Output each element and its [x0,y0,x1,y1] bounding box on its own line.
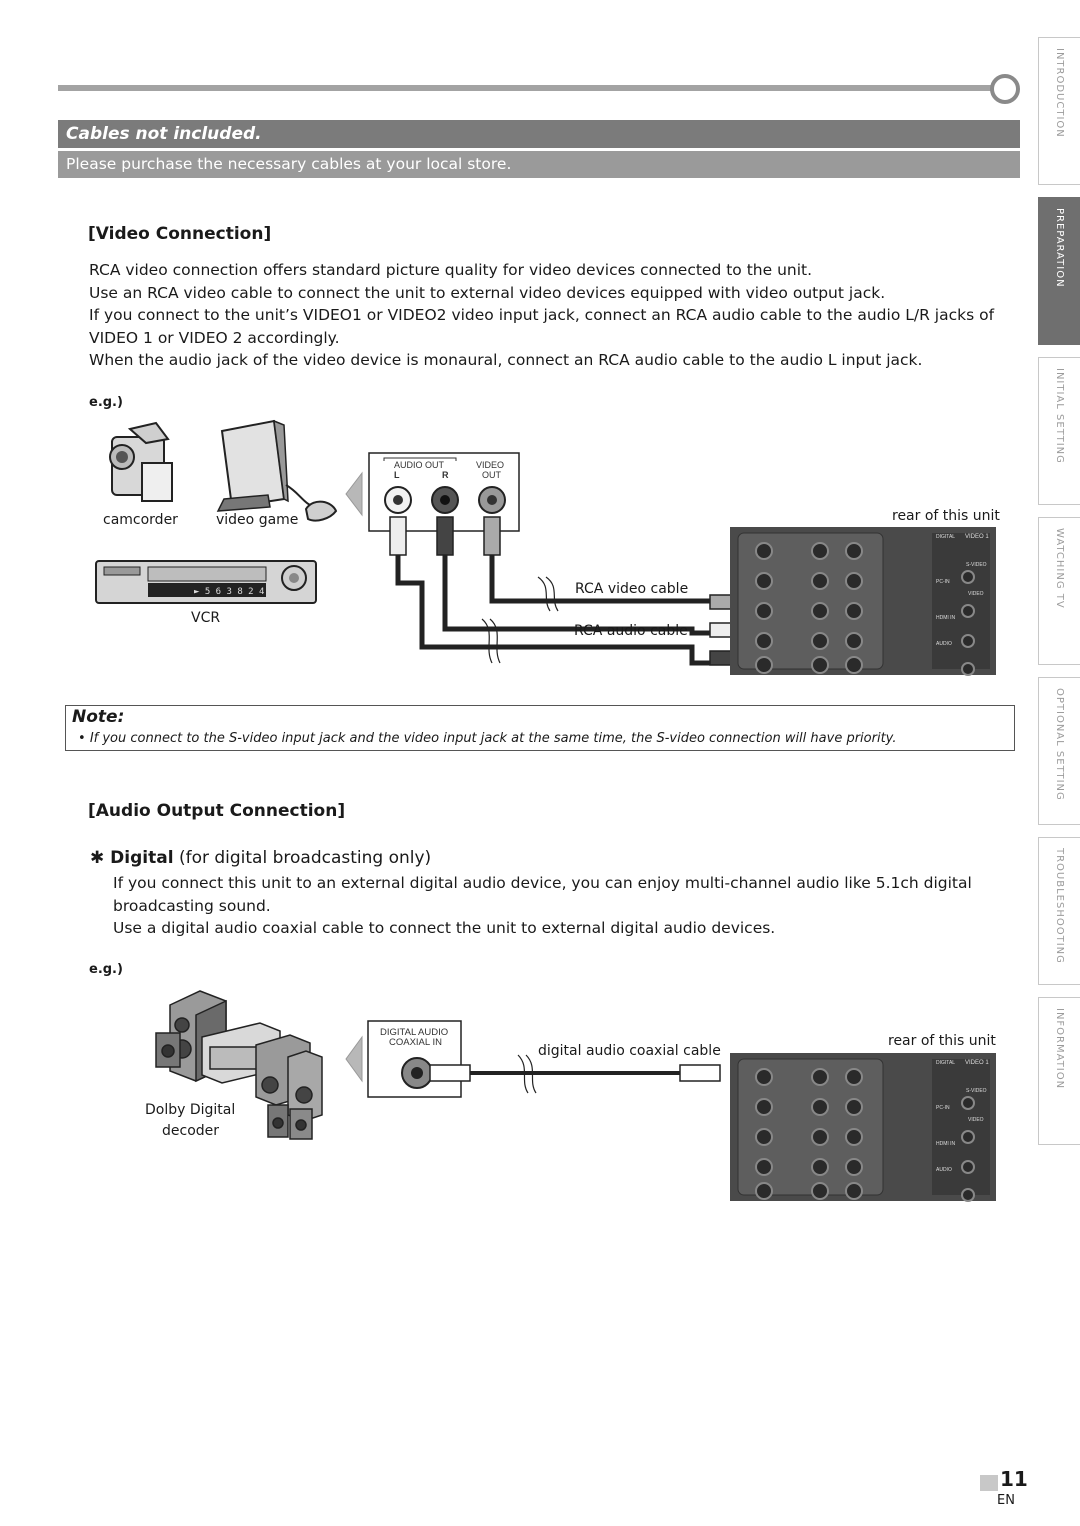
decoder-label-1: Dolby Digital [145,1102,236,1118]
arrow-icon [346,1037,362,1081]
panel-jack [812,633,828,649]
video-paragraph: When the audio jack of the video device is monaural, connect an RCA audio cable to the audio L input jack. [89,351,923,369]
rca-video-cable-label: RCA video cable [575,581,689,597]
tab-introduction[interactable]: INTRODUCTION [1038,37,1080,185]
digital-bold: Digital [110,848,174,868]
panel-jack [756,543,772,559]
cables-banner-title: Cables not included. [58,120,1020,148]
tab-watching-tv[interactable]: WATCHING TV [1038,517,1080,665]
panel-jack [846,1159,862,1175]
panel-jack [846,633,862,649]
camcorder-label: camcorder [103,512,178,528]
eg-label: e.g.) [89,962,123,977]
panel-jack [846,1099,862,1115]
cables-banner-subtitle: Please purchase the necessary cables at your local store. [58,151,1020,178]
digital-rest: (for digital broadcasting only) [173,848,432,868]
audio-r-label: R [442,470,449,480]
panel-jack [962,1097,974,1109]
language-label: EN [997,1493,1015,1508]
tab-information[interactable]: INFORMATION [1038,997,1080,1145]
vcr-label: VCR [191,610,221,626]
audio-l-label: L [394,470,400,480]
panel-video-label: VIDEO [968,591,984,597]
decoder-label-2: decoder [162,1123,220,1139]
video-paragraph: RCA video connection offers standard picture quality for video devices connected to the unit. [89,261,813,279]
video-paragraph: Use an RCA video cable to connect the unit to external video devices equipped with video output jack. [89,283,886,302]
audio-paragraph: Use a digital audio coaxial cable to connect the unit to external digital audio devices. [113,919,776,937]
tab-optional-setting[interactable]: OPTIONAL SETTING [1038,677,1080,825]
video-paragraph: If you connect to the unit’s VIDEO1 or VIDEO2 video input jack, connect an RCA audio cable to the audio L/R jacks of VIDEO 1 or VIDEO 2 accordingly. [89,306,995,347]
eg-label: e.g.) [89,395,123,410]
video-game-illustration [218,421,336,521]
panel-svideo-label: S-VIDEO [966,562,987,568]
panel-jack [846,1129,862,1145]
page-number-bar [980,1475,998,1491]
panel-hdmi-label: HDMI IN [936,615,956,621]
panel-jack [846,657,862,673]
digital-audio-label: DIGITAL AUDIO [380,1027,449,1038]
tab-troubleshooting[interactable]: TROUBLESHOOTING [1038,837,1080,985]
panel-jack [812,543,828,559]
panel-jack [812,1099,828,1115]
panel-audio-label: AUDIO [936,1167,952,1173]
panel-jack [812,1069,828,1085]
digital-subheading [90,848,431,868]
video-out-label-2: OUT [482,470,501,480]
note-body: If you connect to the S-video input jack and the video input jack at the same time, the S-video connection will have priority. [89,731,897,746]
panel-jack [962,635,974,647]
panel-jack [756,1129,772,1145]
coaxial-jack-center [411,1067,423,1079]
video-connection-diagram [90,415,1010,685]
panel-jack [962,1189,974,1201]
panel-jack [756,603,772,619]
panel-jack [812,657,828,673]
top-rule-circle [990,74,1020,104]
coaxial-in-label: COAXIAL IN [389,1037,442,1048]
cables [398,555,730,663]
panel-jack [962,605,974,617]
tab-initial-setting[interactable]: INITIAL SETTING [1038,357,1080,505]
panel-jack [962,571,974,583]
panel-jack [756,633,772,649]
panel-jack [962,663,974,675]
rca-audio-cable-label: RCA audio cable [574,623,688,639]
audio-paragraph: If you connect this unit to an external digital audio device, you can enjoy multi-channel audio like 5.1ch digital broadcasting sound. [113,874,972,915]
panel-pcin-label: PC-IN [936,1105,950,1111]
note-title: Note: [72,707,125,727]
top-rule [58,85,993,91]
audio-output-heading: [Audio Output Connection] [88,801,346,821]
asterisk-icon: ✱ [90,848,111,868]
panel-jack [756,1069,772,1085]
panel-jack [846,1069,862,1085]
arrow-icon [346,473,362,515]
panel-jack [962,1161,974,1173]
rear-of-unit-label: rear of this unit [892,508,1000,524]
video-game-label: video game [216,512,299,528]
video-out-label-1: VIDEO [476,460,505,470]
coaxial-cable [430,1055,720,1093]
video-connection-heading: [Video Connection] [88,224,272,244]
panel-jack [846,1183,862,1199]
panel-jack [846,573,862,589]
panel-jack [812,603,828,619]
panel-jack [756,1099,772,1115]
panel-video-label: VIDEO [968,1117,984,1123]
panel-jack [756,573,772,589]
panel-video1-label: VIDEO 1 [965,534,989,540]
panel-jack [812,1159,828,1175]
coaxial-cable-label: digital audio coaxial cable [538,1043,721,1059]
rca-plugs [390,517,500,555]
panel-jack [962,1131,974,1143]
audio-output-text [113,872,993,940]
rca-jacks-source [385,487,505,513]
panel-jack [812,1183,828,1199]
panel-jack [846,603,862,619]
panel-jack [756,1159,772,1175]
panel-jack [756,657,772,673]
vcr-illustration [96,561,316,603]
panel-hdmi-label: HDMI IN [936,1141,956,1147]
panel-video1-label: VIDEO 1 [965,1060,989,1066]
panel-digital-label: DIGITAL [936,534,956,540]
video-connection-text [89,259,1009,372]
vcr-display: ► 5 6 3 8 2 4 [194,587,265,597]
camcorder-illustration [110,423,172,501]
rear-of-unit-label: rear of this unit [888,1033,996,1049]
audio-out-label: AUDIO OUT [394,460,445,470]
panel-jack [756,1183,772,1199]
tab-preparation[interactable]: PREPARATION [1038,197,1080,345]
panel-jack [846,543,862,559]
note-text: • If you connect to the S-video input jack and the video input jack at the same time, the S-video connection will have priority. [78,731,897,746]
audio-connection-diagram [130,985,1010,1205]
panel-digital-label: DIGITAL [936,1060,956,1066]
page-number: 11 [1000,1467,1028,1491]
panel-audio-label: AUDIO [936,641,952,647]
panel-jack [812,573,828,589]
panel-pcin-label: PC-IN [936,579,950,585]
panel-svideo-label: S-VIDEO [966,1088,987,1094]
panel-jack [812,1129,828,1145]
